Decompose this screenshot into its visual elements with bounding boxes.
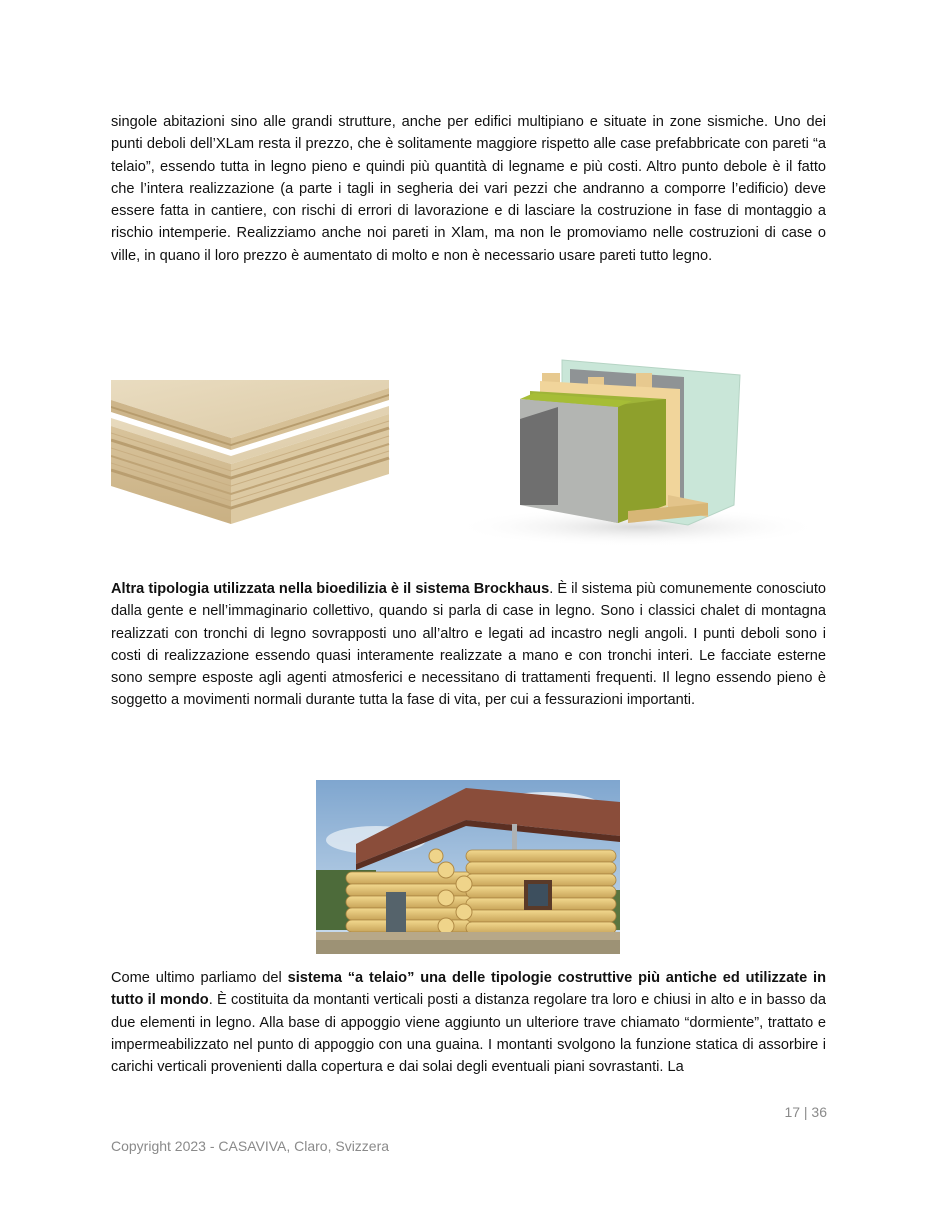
paragraph-brockhaus	[111, 578, 826, 712]
paragraph-telaio	[111, 967, 826, 1078]
brockhaus-text: . È il sistema più comunemente conosciuto dalla gente e nell’immaginario collettivo, quando si parla di case in legno. Sono i classici chalet di montagna realizzati con tronchi di legno sovrapposti uno all’altro e legati ad incastro negli angoli. I punti deboli sono i costi di realizzazione essendo quasi interamente realizzate a mano e con tronchi interi. Le facciate esterne sono sempre esposte agli agenti atmosferici e necessitano di trattamenti frequenti. Il legno essendo pieno è soggetto a movimenti normali durante tutta la fase di vita, per cui a fessurazioni importanti.	[111, 581, 826, 709]
telaio-text: . È costituita da montanti verticali posti a distanza regolare tra loro e chiusi in alto e in basso da due elementi in legno. Alla base di appoggio viene aggiunto un ulteriore trave chiamato “dormiente”, trattato e impermeabilizzato nel punto di appoggio con una guaina. I montanti svolgono la funzione statica di assorbire i carichi verticali provenienti dalla copertura e dai solai degli eventuali piani sovrastanti. La	[111, 992, 826, 1076]
brockhaus-heading: Altra tipologia utilizzata nella bioedilizia è il sistema Brockhaus	[111, 581, 550, 597]
wall-layers-image	[458, 355, 828, 550]
copyright-footer: Copyright 2023 - CASAVIVA, Claro, Svizzera	[111, 1138, 390, 1154]
page-number: 17 | 36	[784, 1104, 827, 1120]
paragraph-xlam: singole abitazioni sino alle grandi strutture, anche per edifici multipiano e situate in zone sismiche. Uno dei punti deboli dell’XLam resta il prezzo, che è solitamente maggiore rispetto alle case prefabbricate con pareti “a telaio”, essendo tutta in legno pieno e quindi più quantità di legname e più costi. Altro punto debole è il fatto che l’intera realizzazione (a parte i tagli in segheria dei vari pezzi che andranno a comporre l’edificio) deve essere fatta in cantiere, con rischi di errori di lavorazione e di lasciare la costruzione in fase di montaggio a rischio intemperie. Realizziamo anche noi pareti in Xlam, ma non le promoviamo nelle costruzioni di case o ville, in quano il loro prezzo è aumentato di molto e non è necessario usare pareti tutto legno.	[111, 114, 826, 264]
telaio-intro: Come ultimo parliamo del	[111, 970, 288, 986]
clt-panel-image	[111, 378, 393, 526]
telaio-heading: sistema “a telaio” una delle tipologie costruttive più antiche ed utilizzate in tutto il mondo	[111, 970, 826, 1009]
log-house-image	[316, 780, 620, 954]
